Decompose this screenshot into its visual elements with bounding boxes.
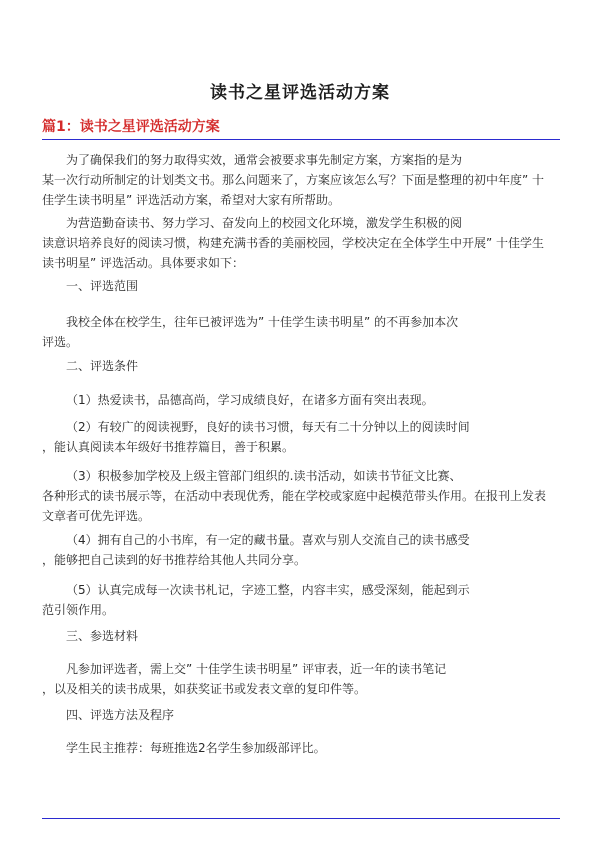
- scope-heading: 一、评选范围: [66, 279, 139, 293]
- scope-paragraph: [42, 312, 562, 352]
- footer-divider: [42, 818, 560, 819]
- condition-2-paragraph: [42, 417, 562, 457]
- condition-1-paragraph: [42, 390, 562, 410]
- paragraph-line: （2）有较广的阅读视野，良好的读书习惯，每天有二十分钟以上的阅读时间: [66, 420, 470, 434]
- paragraph-line: 佳学生读书明星” 评选活动方案，希望对大家有所帮助。: [42, 193, 341, 207]
- paragraph-line: 学生民主推荐：每班推选2名学生参加级部评比。: [66, 741, 326, 755]
- paragraph-line: 读意识培养良好的阅读习惯，构建充满书香的美丽校园，学校决定在全体学生中开展” 十佳学生: [42, 236, 545, 250]
- paragraph-line: 各种形式的读书展示等，在活动中表现优秀，能在学校或家庭中起模范带头作用。在报刊上发表: [42, 489, 547, 503]
- section-heading: 篇1：读书之星评选活动方案: [42, 119, 220, 135]
- paragraph-line: （1）热爱读书，品德高尚，学习成绩良好，在诸多方面有突出表现。: [66, 393, 434, 407]
- paragraph-line: （5）认真完成每一次读书札记，字迹工整，内容丰实，感受深刻，能起到示: [66, 583, 470, 597]
- paragraph-line: 评选。: [42, 335, 79, 349]
- paragraph-line: ，能够把自己读到的好书推荐给其他人共同分享。: [42, 553, 307, 567]
- paragraph-line: ，能认真阅读本年级好书推荐篇目，善于积累。: [42, 440, 295, 454]
- paragraph-line: 为了确保我们的努力取得实效，通常会被要求事先制定方案，方案指的是为: [66, 153, 463, 167]
- paragraph-line: 文章者可优先评选。: [42, 509, 151, 523]
- materials-paragraph: [42, 659, 562, 699]
- background-paragraph: [42, 213, 562, 273]
- paragraph-line: 我校全体在校学生，往年已被评选为” 十佳学生读书明星” 的不再参加本次: [66, 315, 459, 329]
- paragraph-line: ，以及相关的读书成果，如获奖证书或发表文章的复印件等。: [42, 682, 367, 696]
- paragraph-line: 某一次行动所制定的计划类文书。那么问题来了，方案应该怎么写？下面是整理的初中年度” 十: [42, 173, 545, 187]
- document-title: 读书之星评选活动方案: [210, 83, 390, 103]
- conditions-heading: 二、评选条件: [66, 359, 139, 373]
- condition-5-paragraph: [42, 580, 562, 620]
- paragraph-line: （4）拥有自己的小书库，有一定的藏书量。喜欢与别人交流自己的读书感受: [66, 533, 470, 547]
- condition-4-paragraph: [42, 530, 562, 570]
- paragraph-line: 范引领作用。: [42, 603, 115, 617]
- paragraph-line: （3）积极参加学校及上级主管部门组织的.读书活动，如读书节征文比赛、: [66, 469, 462, 483]
- paragraph-line: 为营造勤奋读书、努力学习、奋发向上的校园文化环境，激发学生积极的阅: [66, 216, 463, 230]
- heading-divider: [42, 139, 560, 140]
- paragraph-line: 凡参加评选者，需上交” 十佳学生读书明星” 评审表，近一年的读书笔记: [66, 662, 447, 676]
- intro-paragraph: [42, 150, 562, 210]
- condition-3-paragraph: [42, 466, 562, 526]
- paragraph-line: 读书明星” 评选活动。具体要求如下：: [42, 256, 245, 270]
- method-paragraph: [42, 738, 562, 758]
- method-heading: 四、评选方法及程序: [66, 708, 175, 722]
- materials-heading: 三、参选材料: [66, 629, 139, 643]
